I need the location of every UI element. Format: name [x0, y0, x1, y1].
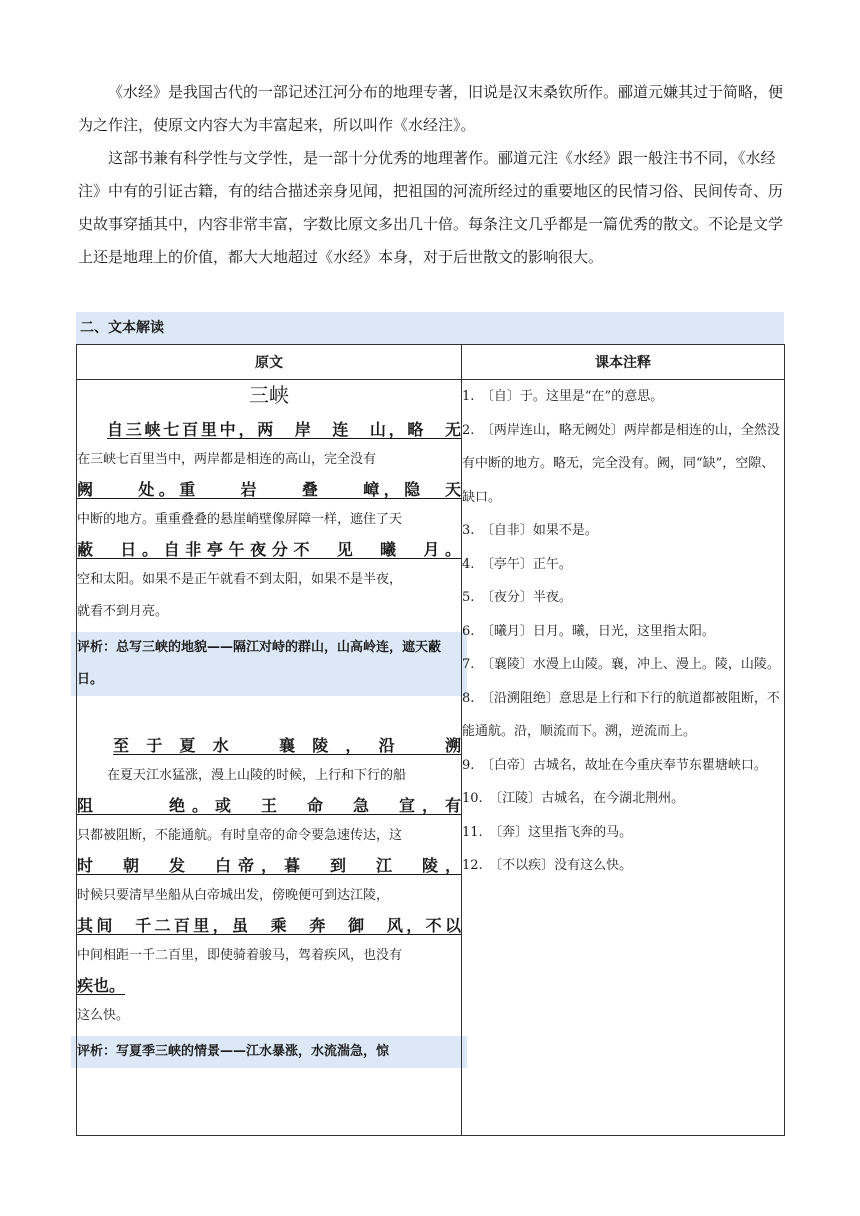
original-line: 阙 处。重 岩 叠 嶂，隐 天: [77, 480, 461, 499]
original-text-cell: [77, 380, 462, 1136]
translation-line: 空和太阳。如果不是正午就看不到太阳，如果不是半夜，: [77, 572, 403, 587]
evaluation-note: 评析：总写三峡的地貌——隔江对峙的群山，山高岭连，遮天蔽日。: [71, 632, 467, 696]
original-line: 疾也。: [77, 976, 126, 995]
intro-paragraph-1: 《水经》是我国古代的一部记述江河分布的地理专著，旧说是汉末桑钦所作。郦道元嫌其过于简略，便为之作注，使原文内容大为丰富起来，所以叫作《水经注》。: [78, 83, 784, 134]
original-line: 蔽 日。自非亭午夜分不 见 曦 月。: [77, 540, 461, 559]
original-line: 阻 绝。或 王 命 急 宣，有: [77, 796, 461, 815]
column-header-notes: 课本注释: [462, 345, 785, 380]
notes-cell: [462, 380, 785, 1136]
translation-line: 时候只要清早坐船从白帝城出发，傍晚便可到达江陵，: [77, 888, 390, 903]
note-item: 3. 〔自非〕如果不是。: [462, 523, 598, 538]
note-item: 4. 〔亭午〕正午。: [462, 556, 572, 572]
original-line: 自三峡七百里中，两 岸 连 山，略 无: [107, 420, 461, 439]
translation-line: 这么快。: [77, 1008, 130, 1023]
translation-line: 就看不到月亮。: [77, 604, 169, 619]
text-title: 三峡: [249, 383, 289, 407]
note-item: 1. 〔自〕于。这里是“在”的意思。: [462, 389, 664, 404]
evaluation-note: 评析：写夏季三峡的情景——江水暴涨，水流湍急，惊: [71, 1036, 467, 1068]
note-item: 10. 〔江陵〕古城名，在今湖北荆州。: [462, 791, 685, 806]
translation-line: 中间相距一千二百里，即使骑着骏马，驾着疾风，也没有: [77, 948, 403, 963]
original-line: 时 朝 发 白帝，暮 到 江 陵，: [77, 856, 461, 875]
note-item: 7. 〔襄陵〕水漫上山陵。襄，冲上、漫上。陵，山陵。: [462, 657, 780, 672]
note-item: 11. 〔奔〕这里指飞奔的马。: [462, 824, 633, 840]
translation-line: 只都被阻断，不能通航。有时皇帝的命令要急速传达，这: [77, 828, 403, 843]
note-item: 2. 〔两岸连山，略无阙处〕两岸都是相连的山，全然没有中断的地方。略无，完全没有。阙，同“缺”，空隙、缺口。: [462, 422, 780, 505]
intro-paragraph-2: 这部书兼有科学性与文学性，是一部十分优秀的地理著作。郦道元注《水经》跟一般注书不同，《水经注》中有的引证古籍，有的结合描述亲身见闻，把祖国的河流所经过的重要地区的民情习俗、民间传奇、历史故事穿插其中，内容非常丰富，字数比原文多出几十倍。每条注文几乎都是一篇优秀的散文。不论是文学上还是地理上的价值，都大大地超过《水经》本身，对于后世散文的影响很大。: [78, 149, 784, 266]
intro-section: [78, 76, 783, 274]
original-line: 其间 千二百里，虽 乘 奔 御 风，不以: [77, 916, 461, 935]
original-line: 至于夏水 襄陵，沿 溯: [113, 736, 461, 755]
note-item: 8. 〔沿溯阻绝〕意思是上行和下行的航道都被阻断，不能通航。沿，顺流而下。溯，逆流而上。: [462, 690, 780, 739]
note-item: 9. 〔白帝〕古城名，故址在今重庆奉节东瞿塘峡口。: [462, 757, 767, 773]
section-heading: 二、文本解读: [76, 312, 784, 344]
translation-line: 在三峡七百里当中，两岸都是相连的高山，完全没有: [77, 452, 377, 467]
text-analysis-table: [76, 344, 785, 1136]
note-item: 5. 〔夜分〕半夜。: [462, 590, 572, 605]
note-item: 12. 〔不以疾〕没有这么快。: [462, 858, 633, 873]
translation-line: 中断的地方。重重叠叠的悬崖峭壁像屏障一样，遮住了天: [77, 512, 403, 527]
translation-line: 在夏天江水猛涨，漫上山陵的时候，上行和下行的船: [107, 768, 407, 783]
spacer: [77, 696, 461, 732]
column-header-original: 原文: [77, 345, 462, 380]
note-item: 6. 〔曦月〕日月。曦，日光，这里指太阳。: [462, 623, 715, 639]
